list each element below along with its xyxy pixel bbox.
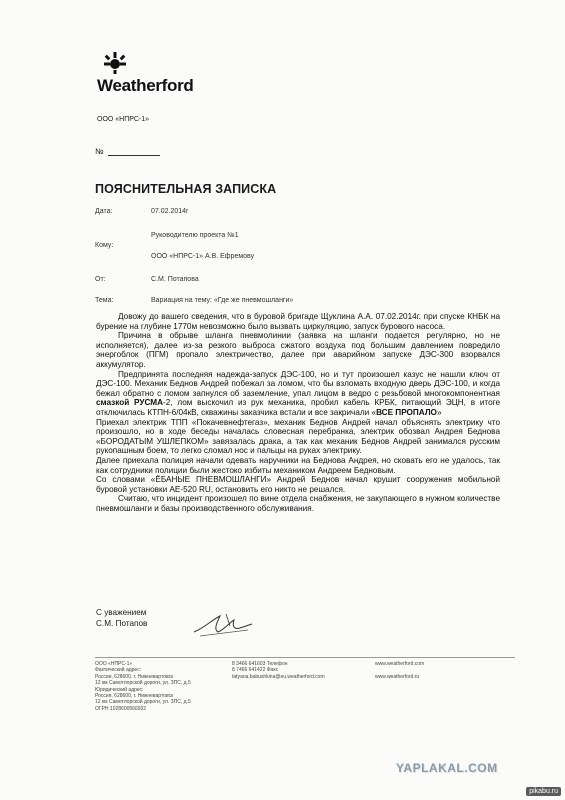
footer-address-column: ООО «НПРС-1» Фактический адрес: Россия, 628600, г. Нижневартовск 12 км Самотлорской дороги, ул. ЗПС, д.5 Юридический адрес: Россия, 628600, г. Нижневартовск 12 км Самотлорской дороги, ул. ЗПС, д.5 ОГРН 1028600566932 — [95, 661, 191, 712]
signoff-name: С.М. Потапов — [96, 619, 148, 628]
to-label: Кому: — [95, 242, 114, 249]
number-label: № — [95, 147, 104, 156]
memo-body — [96, 312, 500, 513]
paragraph-4: Приехал электрик ТПП «Покачевнефтегаз», механик Беднов Андрей начал объяснять электрику что произошло, но в ходе беседы началась словесная перебранка, электрик обозвал Андрея Беднова «БОРОДАТЫМ УШЛЕПКОМ» завязалась драка, а так как механик Беднов Андрей занимался русским рукопашным боем, то легко сломал нос и пальцы на руках электрику. — [96, 417, 500, 456]
signoff-line: С уважением — [96, 608, 147, 617]
corner-badge: pikabu.ru — [526, 787, 561, 796]
from-label: От: — [95, 276, 106, 283]
subject-label: Тема: — [95, 297, 114, 304]
company-logo-text: Weatherford — [97, 76, 194, 95]
number-blank-line — [108, 155, 160, 156]
bold-all-lost: ВСЕ ПРОПАЛО — [376, 407, 437, 417]
org-name: ООО «НПРС-1» — [97, 116, 150, 123]
date-value: 07.02.2014г — [151, 208, 189, 215]
paragraph-5: Далее приехала полиция начали одевать наручники на Беднова Андрея, но сковать его не удалось, так как сотрудники полиции были жестоко избиты механиком Андреем Бедновым. — [96, 455, 500, 475]
recipient-value: ООО «НПРС-1» А.В. Ефремову — [151, 253, 255, 260]
date-label: Дата: — [95, 208, 113, 215]
document-title: ПОЯСНИТЕЛЬНАЯ ЗАПИСКА — [95, 182, 277, 196]
subject-value: Вариация на тему: «Где же пневмошланги» — [151, 297, 294, 304]
paragraph-2: Причина в обрыве шланга пневмолинии (заявка на шланги подается регулярно, но не исполняется), далее из-за резкого выброса сжатого воздуха под большим давлением повредило энергоблок (ПГМ) пропало электричество, далее при аварийном запуске ДЭС-300 взорвался аккумулятор. — [96, 331, 500, 369]
footer-web-column: www.weatherford.com www.weatherford.ru — [375, 661, 425, 680]
bold-lubricant: смазкой РУСМА — [96, 398, 164, 408]
paragraph-3: Предпринята последняя надежда-запуск ДЭС-100, но и тут произошел казус не нашли ключ от ДЭС-100. Механик Беднов Андрей побежал за ломом, что бы взломать входную дверь ДЭС-100, и когда бежал обратно с ломом запнулся об заземление, упал лицом в ведро с резьбовой многокомпонентная смазкой РУСМА-2, лом выскочил из рук механика, пробил кабель КРБК, питающий ЭЦН, в итоге отключилась КТПН-6/04кВ, скважины заказчика встали и все закричали «ВСЕ ПРОПАЛО» — [96, 369, 500, 417]
footer-divider — [95, 657, 515, 658]
from-value: С.М. Потапова — [151, 276, 199, 283]
paragraph-1: Довожу до вашего сведения, что в буровой бригаде Щуклина А.А. 07.02.2014г. при спуске КНБК на бурение на глубине 1770м невозможно было вызвать циркуляцию, запуск бурового насоса. — [96, 312, 500, 331]
watermark: YAPLAKAL.COM — [396, 761, 498, 775]
paragraph-7: Считаю, что инцидент произошел по вине отдела снабжения, не закупающего в нужном количестве пневмошланги и базы производственного обслуживания. — [96, 494, 500, 513]
weatherford-logo-icon — [100, 52, 130, 74]
paragraph-6: Со словами «ЁБАНЫЕ ПНЕВМОШЛАНГИ» Андрей Беднов начал крушит сооружения мобильной буровой установки АЕ-520 RU, остановить его никто не решался. — [96, 475, 500, 494]
handwritten-signature — [190, 610, 260, 640]
recipient-position: Руководителю проекта №1 — [151, 232, 239, 239]
footer-contact-column: 8 3466 641603 Телефон 8 7466 641422 Факс tatyana.babushkina@eu.weatherford.com — [232, 661, 325, 680]
